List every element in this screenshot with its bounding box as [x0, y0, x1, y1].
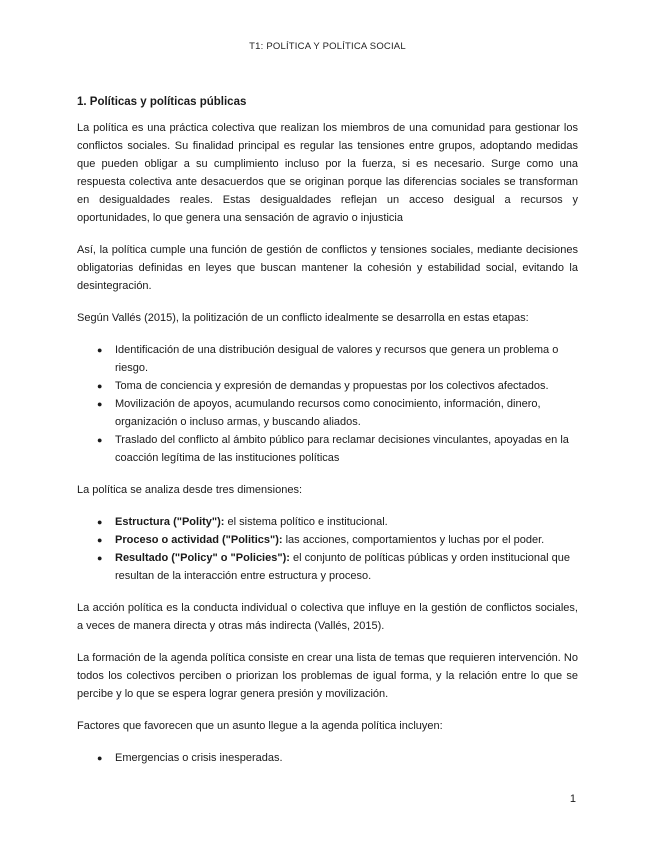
dimensions-list [77, 513, 578, 585]
list-item [77, 377, 578, 395]
list-item [77, 749, 578, 767]
running-header: T1: POLÍTICA Y POLÍTICA SOCIAL [249, 41, 406, 52]
list-item-text: el conjunto de políticas públicas y orden institucional que resultan de la interacción entre estructura y proceso. [115, 552, 570, 582]
paragraph-political-action: La acción política es la conducta individual o colectiva que influye en la gestión de conflictos sociales, a veces de manera directa y otras más indirecta (Vallés, 2015). [77, 602, 578, 632]
list-item-text: Emergencias o crisis inesperadas. [115, 752, 283, 764]
list-item [77, 431, 578, 467]
factors-list [77, 749, 578, 767]
page-number: 1 [569, 793, 576, 805]
section-heading: 1. Políticas y políticas públicas [77, 96, 247, 108]
list-item-text: Traslado del conflicto al ámbito público para reclamar decisiones vinculantes, apoyadas en la coacción legítima de las instituciones políticas [115, 434, 569, 464]
bullet-icon: ● [97, 435, 103, 445]
paragraph-stages-intro: Según Vallés (2015), la politización de un conflicto idealmente se desarrolla en estas etapas: [77, 312, 529, 324]
paragraph-factors-intro: Factores que favorecen que un asunto llegue a la agenda política incluyen: [77, 720, 443, 732]
paragraph-function: Así, la política cumple una función de gestión de conflictos y tensiones sociales, mediante decisiones obligatorias definidas en leyes que buscan mantener la cohesión y estabilidad social, evitando la desintegración. [77, 244, 578, 292]
list-item-text: Movilización de apoyos, acumulando recursos como conocimiento, información, dinero, organización o incluso armas, y buscando aliados. [115, 398, 541, 428]
bullet-icon: ● [97, 381, 103, 391]
list-item-text: Toma de conciencia y expresión de demandas y propuestas por los colectivos afectados. [115, 380, 549, 392]
bullet-icon: ● [97, 345, 103, 355]
list-item-term: Proceso o actividad ("Politics"): [115, 534, 283, 546]
list-item [77, 549, 578, 585]
bullet-icon: ● [97, 553, 103, 563]
list-item-text: Identificación de una distribución desigual de valores y recursos que genera un problema o riesgo. [115, 344, 559, 374]
bullet-icon: ● [97, 535, 103, 545]
bullet-icon: ● [97, 753, 103, 763]
bullet-icon: ● [97, 399, 103, 409]
page-content [77, 93, 578, 781]
list-item [77, 341, 578, 377]
bullet-icon: ● [97, 517, 103, 527]
list-item-text: las acciones, comportamientos y luchas por el poder. [282, 534, 545, 546]
list-item-term: Estructura ("Polity"): [115, 516, 225, 528]
paragraph-dimensions-intro: La política se analiza desde tres dimensiones: [77, 484, 303, 496]
paragraph-definition: La política es una práctica colectiva que realizan los miembros de una comunidad para gestionar los conflictos sociales. Su finalidad principal es regular las tensiones entre grupos, adoptando medidas que pueden obligar a su cumplimiento incluso por la fuerza, si es necesario. Surge como una respuesta colectiva ante desacuerdos que se originan porque las diferencias sociales se transforman en desigualdades reales. Estas desigualdades reflejan un acceso desigual a recursos y oportunidades, lo que genera una sensación de agravio o injusticia [77, 122, 578, 224]
paragraph-agenda: La formación de la agenda política consiste en crear una lista de temas que requieren intervención. No todos los colectivos perciben o priorizan los problemas de igual forma, y la relación entre lo que se percibe y lo que se espera lograr genera presión y movilización. [77, 652, 578, 700]
list-item-term: Resultado ("Policy" o "Policies"): [115, 552, 290, 564]
list-item-text: el sistema político e institucional. [224, 516, 388, 528]
list-item [77, 395, 578, 431]
list-item [77, 531, 578, 549]
stages-list [77, 341, 578, 467]
list-item [77, 513, 578, 531]
